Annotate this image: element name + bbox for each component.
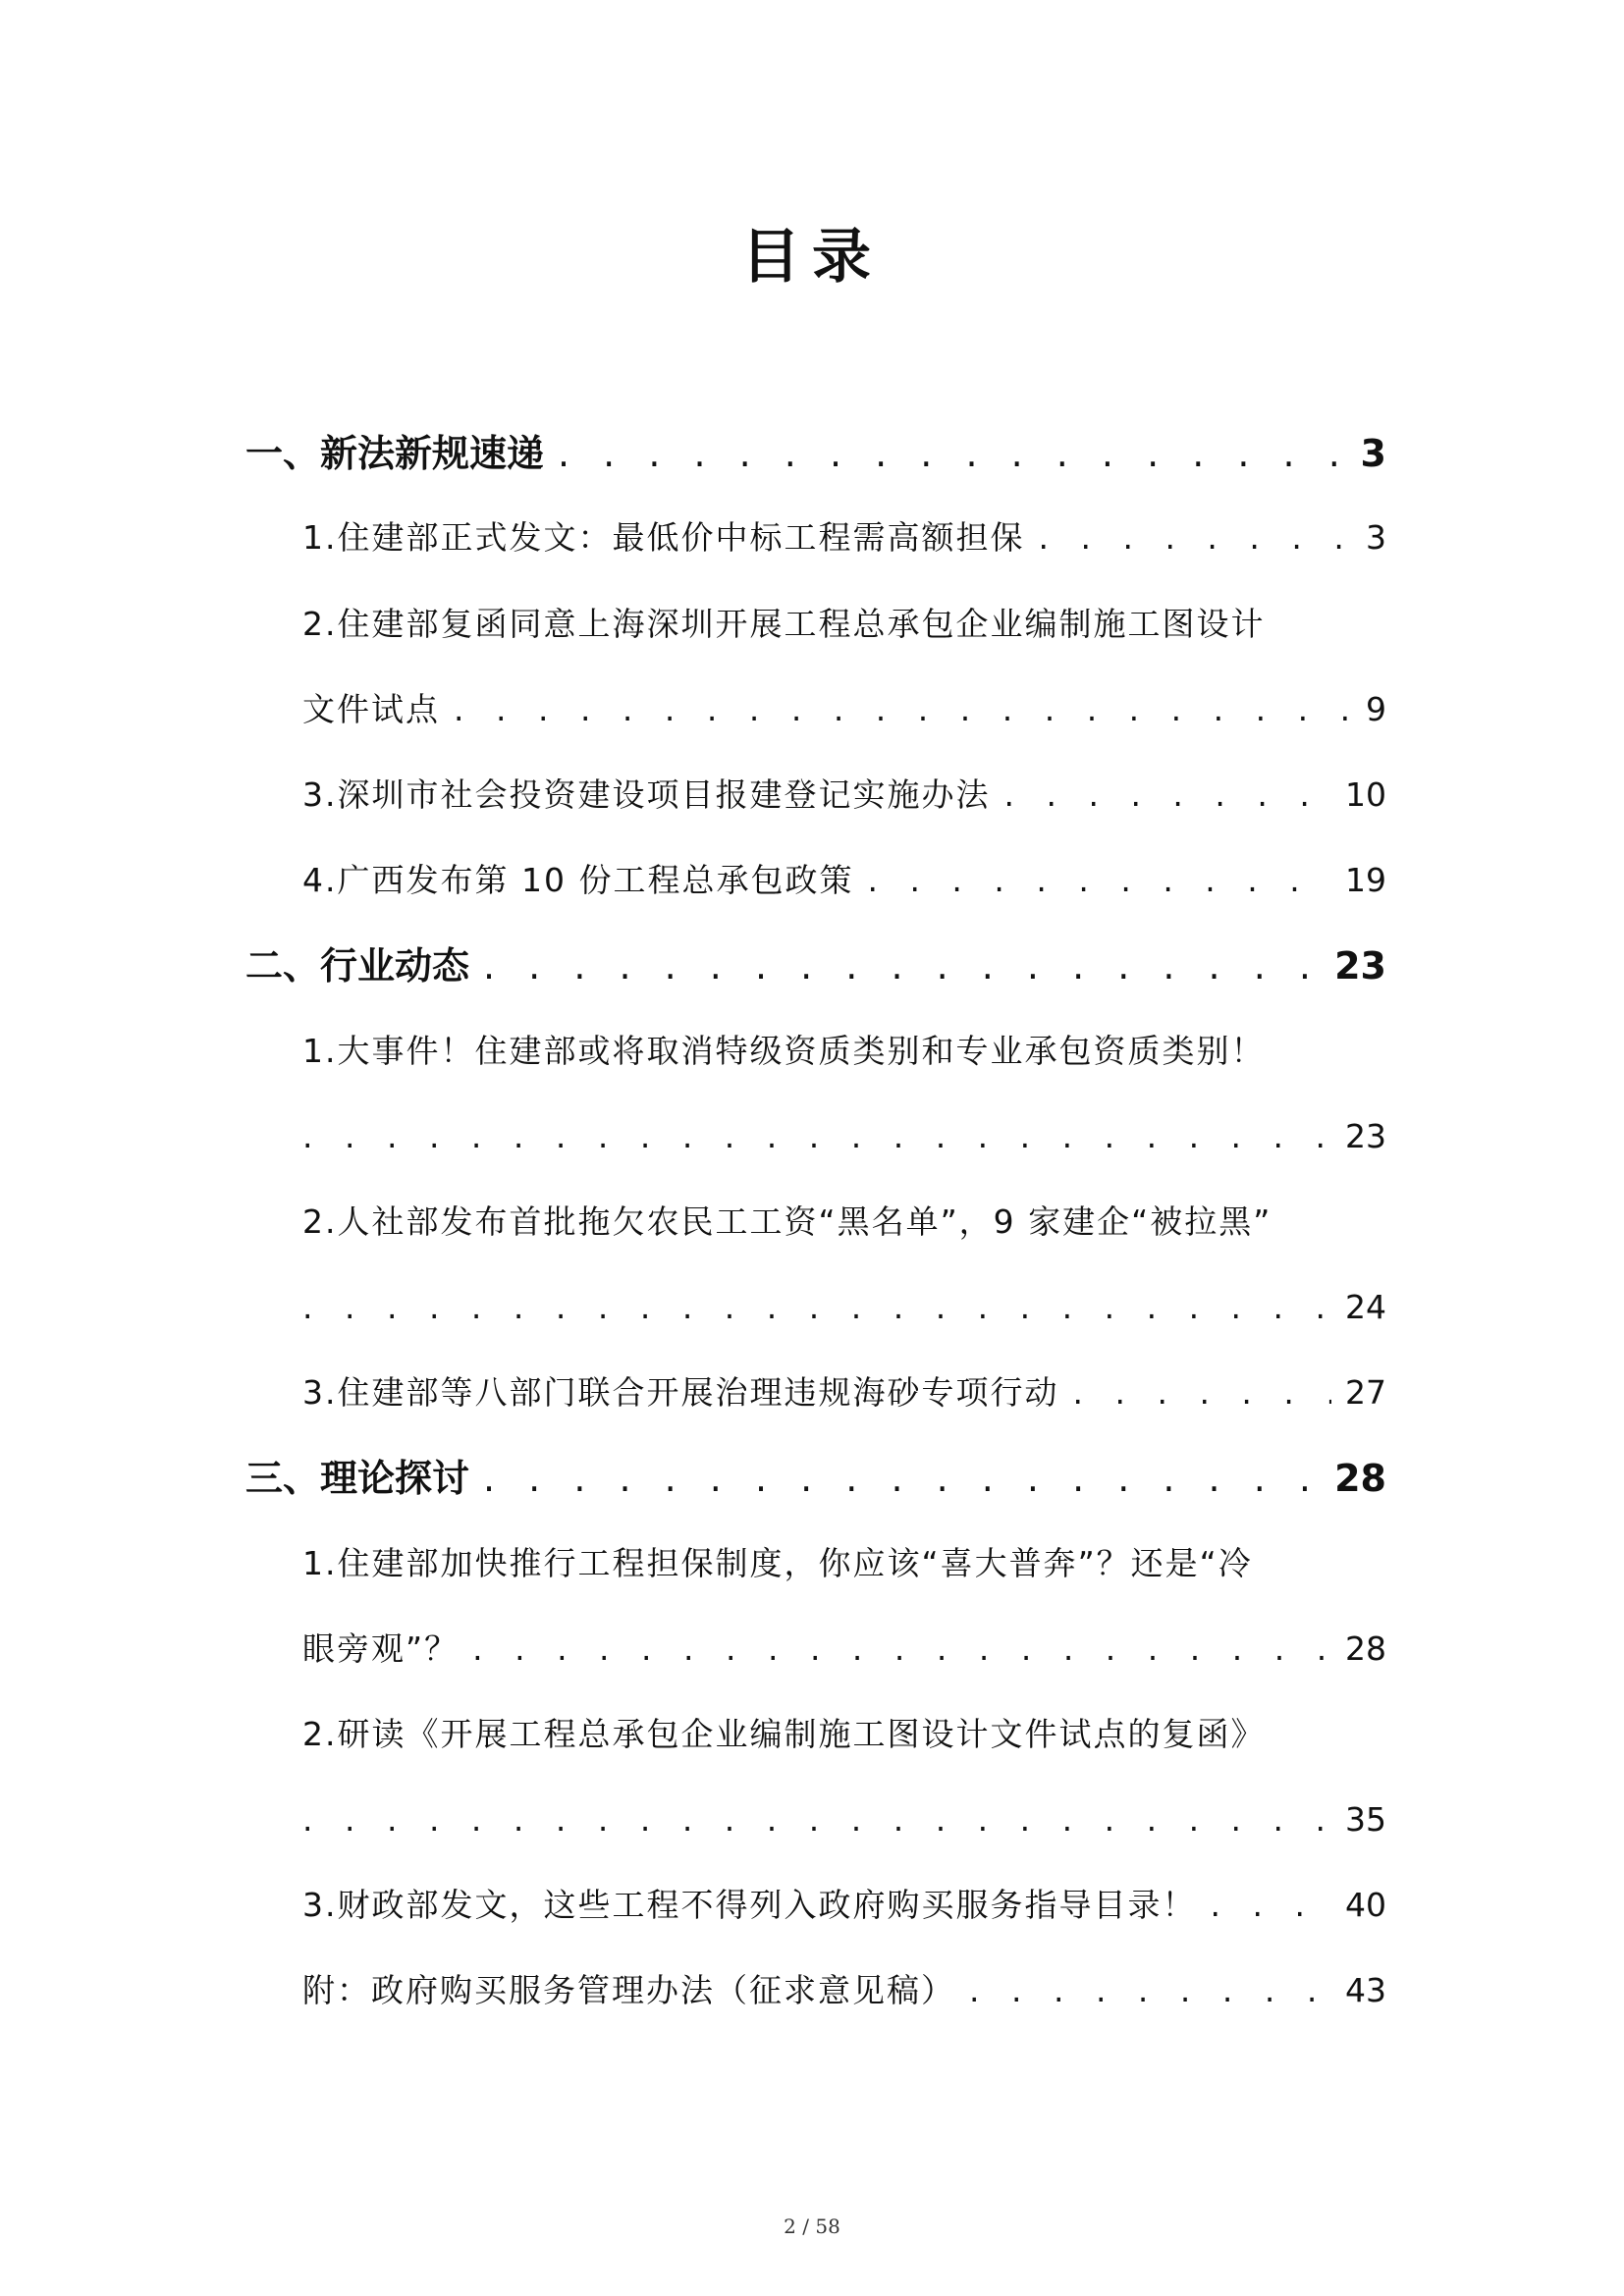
toc-page-number: 43 <box>1345 1971 1386 2009</box>
toc-item[interactable] <box>302 1193 1386 1252</box>
toc-item-label: 4.广西发布第 10 份工程总承包政策 <box>302 861 854 899</box>
toc-item[interactable] <box>302 851 1386 910</box>
toc-section-3[interactable] <box>245 1449 1386 1508</box>
toc-page-number: 9 <box>1366 690 1386 728</box>
toc-item-continuation[interactable] <box>302 1620 1386 1679</box>
toc-item[interactable] <box>302 1705 1386 1764</box>
toc-item-label: 2.住建部复函同意上海深圳开展工程总承包企业编制施工图设计 <box>302 605 1266 643</box>
toc-section-label: 三、理论探讨 <box>245 1457 470 1500</box>
page-title: 目录 <box>741 223 883 292</box>
toc-item[interactable] <box>302 1534 1386 1593</box>
toc-item[interactable] <box>302 766 1386 825</box>
dot-leader <box>867 851 1331 910</box>
toc-page-number: 23 <box>1345 1117 1386 1155</box>
toc-item[interactable] <box>302 1363 1386 1422</box>
dot-leader <box>472 1620 1331 1679</box>
toc-page-number: 28 <box>1345 1629 1386 1668</box>
toc-item-continuation[interactable] <box>302 680 1386 739</box>
toc-section-label: 二、行业动态 <box>245 944 470 988</box>
toc-item[interactable] <box>302 1022 1386 1081</box>
toc-page-number: 27 <box>1345 1373 1386 1412</box>
toc-page-number: 10 <box>1345 775 1386 814</box>
toc-item[interactable] <box>302 1961 1386 2020</box>
toc-item[interactable] <box>302 595 1386 654</box>
toc-section-label: 一、新法新规速递 <box>245 432 545 475</box>
toc-item-label-cont: 眼旁观”？ <box>302 1629 460 1668</box>
dot-leader <box>483 936 1321 995</box>
toc-item-label: 1.住建部加快推行工程担保制度，你应该“喜大普奔”？还是“冷 <box>302 1544 1253 1582</box>
toc-item-continuation[interactable] <box>302 1278 1386 1337</box>
toc-item-label: 3.深圳市社会投资建设项目报建登记实施办法 <box>302 775 991 814</box>
toc-item-label: 1.住建部正式发文：最低价中标工程需高额担保 <box>302 518 1025 557</box>
toc-item-label: 附：政府购买服务管理办法（征求意见稿） <box>302 1971 955 2009</box>
toc-item-label: 2.人社部发布首批拖欠农民工工资“黑名单”，9 家建企“被拉黑” <box>302 1202 1272 1241</box>
dot-leader <box>302 1278 1331 1337</box>
toc-page-number: 35 <box>1345 1800 1386 1839</box>
toc-page-number: 3 <box>1366 518 1386 557</box>
toc-page-number: 24 <box>1345 1288 1386 1326</box>
toc-page-number: 40 <box>1345 1886 1386 1924</box>
toc-item-label: 2.研读《开展工程总承包企业编制施工图设计文件试点的复函》 <box>302 1715 1266 1753</box>
dot-leader <box>302 1790 1331 1849</box>
toc-item-continuation[interactable] <box>302 1107 1386 1166</box>
toc-item-label: 1.大事件！住建部或将取消特级资质类别和专业承包资质类别！ <box>302 1032 1266 1070</box>
toc-page-number: 23 <box>1334 944 1386 988</box>
toc-item[interactable] <box>302 508 1386 567</box>
toc-page-number: 3 <box>1360 432 1386 475</box>
dot-leader <box>1073 1363 1332 1422</box>
dot-leader <box>1004 766 1332 825</box>
toc-item-continuation[interactable] <box>302 1790 1386 1849</box>
dot-leader <box>454 680 1352 739</box>
dot-leader <box>1211 1876 1332 1935</box>
toc-item-label: 3.住建部等八部门联合开展治理违规海砂专项行动 <box>302 1373 1059 1412</box>
dot-leader <box>1039 508 1353 567</box>
dot-leader <box>558 424 1347 483</box>
toc-section-1[interactable] <box>245 424 1386 483</box>
page-footer: 2 / 58 <box>784 2215 840 2238</box>
toc-item[interactable] <box>302 1876 1386 1935</box>
toc-section-2[interactable] <box>245 936 1386 995</box>
dot-leader <box>483 1449 1321 1508</box>
toc-item-label: 3.财政部发文，这些工程不得列入政府购买服务指导目录！ <box>302 1886 1197 1924</box>
toc-page-number: 19 <box>1345 861 1386 899</box>
toc-item-label-cont: 文件试点 <box>302 690 440 728</box>
dot-leader <box>969 1961 1331 2020</box>
dot-leader <box>302 1107 1331 1166</box>
toc-page-number: 28 <box>1334 1457 1386 1500</box>
